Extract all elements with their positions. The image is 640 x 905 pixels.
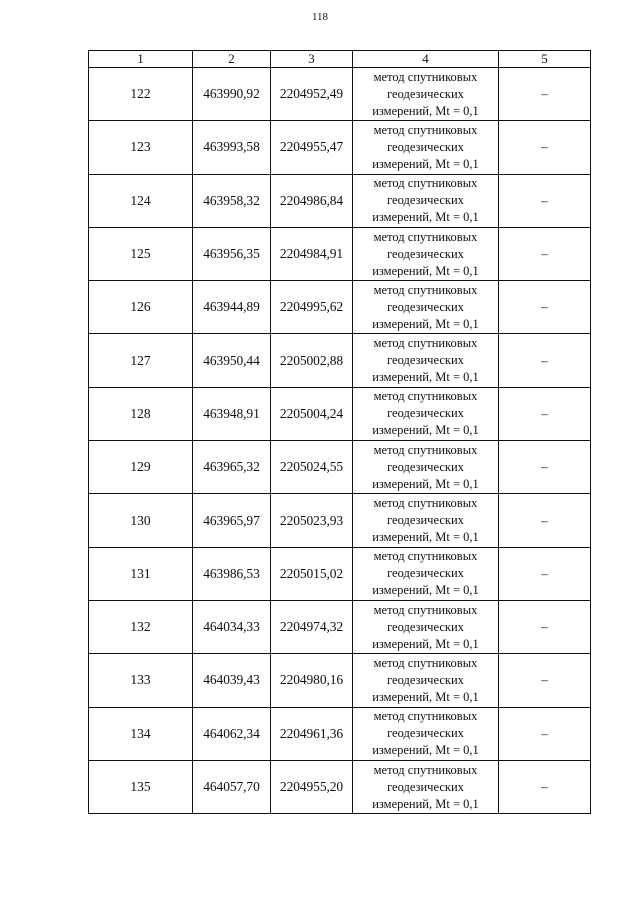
x-coordinate-cell: 463986,53 [193,547,271,600]
method-line: измерений, Mt = 0,1 [372,156,479,171]
x-coordinate-cell: 464062,34 [193,707,271,760]
point-number-cell: 126 [89,281,193,334]
x-coordinate-cell: 463993,58 [193,121,271,174]
note-cell: – [499,334,591,387]
method-cell [353,227,499,280]
table-row [89,654,591,707]
method-cell [353,387,499,440]
point-number-cell: 124 [89,174,193,227]
note-cell: – [499,547,591,600]
point-number-cell: 128 [89,387,193,440]
method-line: геодезических [387,672,464,687]
y-coordinate-cell: 2204955,20 [271,760,353,813]
x-coordinate-cell: 463944,89 [193,281,271,334]
table-row [89,441,591,494]
note-cell: – [499,174,591,227]
x-coordinate-cell: 463956,35 [193,227,271,280]
method-line: геодезических [387,246,464,261]
method-line: геодезических [387,193,464,208]
note-cell: – [499,760,591,813]
point-number-cell: 123 [89,121,193,174]
point-number-cell: 127 [89,334,193,387]
table-body [89,51,591,814]
method-line: метод спутниковых [373,602,478,617]
method-line: метод спутниковых [373,176,478,191]
method-line: измерений, Mt = 0,1 [372,636,479,651]
method-line: метод спутниковых [373,549,478,564]
note-cell: – [499,227,591,280]
point-number-cell: 122 [89,68,193,121]
note-cell: – [499,68,591,121]
method-line: измерений, Mt = 0,1 [372,316,479,331]
method-line: метод спутниковых [373,762,478,777]
method-line: геодезических [387,299,464,314]
note-cell: – [499,387,591,440]
method-line: метод спутниковых [373,282,478,297]
y-coordinate-cell: 2204955,47 [271,121,353,174]
y-coordinate-cell: 2204995,62 [271,281,353,334]
column-header-2: 2 [193,51,271,68]
note-cell: – [499,494,591,547]
table-row [89,707,591,760]
y-coordinate-cell: 2204952,49 [271,68,353,121]
method-cell [353,600,499,653]
column-header-5: 5 [499,51,591,68]
method-cell [353,121,499,174]
table-row [89,227,591,280]
x-coordinate-cell: 464057,70 [193,760,271,813]
method-line: метод спутниковых [373,709,478,724]
method-line: геодезических [387,779,464,794]
y-coordinate-cell: 2205015,02 [271,547,353,600]
method-line: измерений, Mt = 0,1 [372,210,479,225]
column-header-1: 1 [89,51,193,68]
method-cell [353,334,499,387]
method-line: метод спутниковых [373,69,478,84]
method-cell [353,760,499,813]
y-coordinate-cell: 2204980,16 [271,654,353,707]
column-header-3: 3 [271,51,353,68]
method-cell [353,68,499,121]
table-row [89,547,591,600]
table-row [89,334,591,387]
x-coordinate-cell: 463948,91 [193,387,271,440]
method-line: метод спутниковых [373,122,478,137]
method-cell [353,654,499,707]
table-row [89,760,591,813]
method-line: измерений, Mt = 0,1 [372,370,479,385]
y-coordinate-cell: 2204984,91 [271,227,353,280]
method-line: геодезических [387,353,464,368]
method-line: геодезических [387,86,464,101]
note-cell: – [499,281,591,334]
method-line: измерений, Mt = 0,1 [372,689,479,704]
table-row [89,600,591,653]
table-row [89,174,591,227]
table-row [89,121,591,174]
coordinates-table [88,50,591,814]
method-line: измерений, Mt = 0,1 [372,423,479,438]
table-row [89,68,591,121]
point-number-cell: 133 [89,654,193,707]
method-line: измерений, Mt = 0,1 [372,743,479,758]
table-row [89,281,591,334]
x-coordinate-cell: 463965,97 [193,494,271,547]
x-coordinate-cell: 463990,92 [193,68,271,121]
method-cell [353,707,499,760]
method-line: геодезических [387,619,464,634]
y-coordinate-cell: 2205004,24 [271,387,353,440]
method-line: метод спутниковых [373,336,478,351]
note-cell: – [499,121,591,174]
method-cell [353,441,499,494]
x-coordinate-cell: 464034,33 [193,600,271,653]
method-line: метод спутниковых [373,229,478,244]
table-row [89,387,591,440]
x-coordinate-cell: 463950,44 [193,334,271,387]
note-cell: – [499,441,591,494]
point-number-cell: 134 [89,707,193,760]
method-line: метод спутниковых [373,442,478,457]
point-number-cell: 131 [89,547,193,600]
method-cell [353,494,499,547]
method-line: измерений, Mt = 0,1 [372,796,479,811]
method-cell [353,174,499,227]
x-coordinate-cell: 463958,32 [193,174,271,227]
method-line: метод спутниковых [373,389,478,404]
method-line: геодезических [387,566,464,581]
method-line: измерений, Mt = 0,1 [372,583,479,598]
y-coordinate-cell: 2205002,88 [271,334,353,387]
method-cell [353,547,499,600]
header-row [89,51,591,68]
method-line: метод спутниковых [373,496,478,511]
point-number-cell: 135 [89,760,193,813]
point-number-cell: 129 [89,441,193,494]
method-line: измерений, Mt = 0,1 [372,476,479,491]
y-coordinate-cell: 2204974,32 [271,600,353,653]
method-line: геодезических [387,406,464,421]
method-line: геодезических [387,726,464,741]
y-coordinate-cell: 2205023,93 [271,494,353,547]
method-line: геодезических [387,139,464,154]
table-row [89,494,591,547]
column-header-4: 4 [353,51,499,68]
method-cell [353,281,499,334]
x-coordinate-cell: 464039,43 [193,654,271,707]
y-coordinate-cell: 2204986,84 [271,174,353,227]
note-cell: – [499,707,591,760]
method-line: измерений, Mt = 0,1 [372,103,479,118]
y-coordinate-cell: 2205024,55 [271,441,353,494]
point-number-cell: 130 [89,494,193,547]
note-cell: – [499,654,591,707]
y-coordinate-cell: 2204961,36 [271,707,353,760]
x-coordinate-cell: 463965,32 [193,441,271,494]
method-line: геодезических [387,459,464,474]
point-number-cell: 132 [89,600,193,653]
point-number-cell: 125 [89,227,193,280]
note-cell: – [499,600,591,653]
page-number: 118 [311,11,329,23]
method-line: геодезических [387,513,464,528]
method-line: измерений, Mt = 0,1 [372,263,479,278]
method-line: метод спутниковых [373,655,478,670]
method-line: измерений, Mt = 0,1 [372,530,479,545]
